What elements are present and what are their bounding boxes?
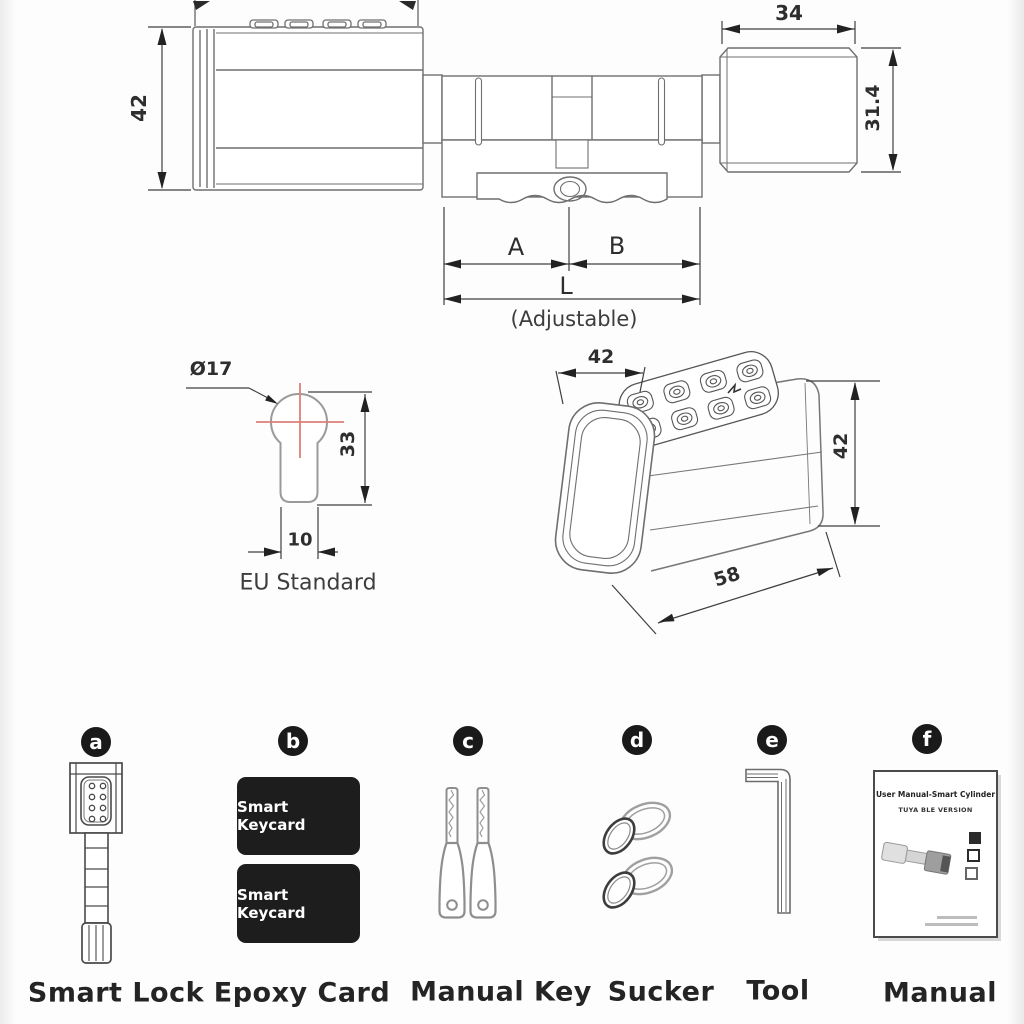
dim-body-height: 42 <box>127 94 151 122</box>
red-crosshair <box>256 383 344 458</box>
manual-booklet <box>873 770 998 938</box>
eu-profile-drawing <box>186 383 372 559</box>
badge-c: c <box>453 726 483 756</box>
manual-cover-art <box>881 830 961 878</box>
dim-profile-diameter: Ø17 <box>189 358 233 380</box>
badge-a: a <box>81 727 111 757</box>
badge-b: b <box>278 726 308 756</box>
segment-a-label: A <box>507 233 525 261</box>
part-label-tool: Tool <box>746 975 810 1007</box>
part-label-sucker: Sucker <box>607 976 715 1008</box>
manual-footer-line <box>925 923 978 926</box>
adjustable-note: (Adjustable) <box>510 307 638 331</box>
dim-iso-length: 58 <box>711 562 743 592</box>
badge-f: f <box>912 724 942 754</box>
dim-iso-height: 42 <box>830 432 852 460</box>
manual-cover-icon <box>965 867 978 880</box>
part-label-manual: Manual <box>882 977 998 1009</box>
segment-b-label: B <box>608 232 626 260</box>
dim-profile-height: 33 <box>337 430 359 458</box>
manual-key-drawing <box>440 788 496 918</box>
top-view-drawing <box>193 0 857 203</box>
manual-title: User Manual-Smart Cylinder <box>875 790 996 799</box>
manual-cover-icon <box>967 849 980 862</box>
part-label-smart-lock: Smart Lock <box>27 977 205 1009</box>
dim-iso-width: 42 <box>587 346 615 368</box>
dim-knob-width: 34 <box>775 1 803 25</box>
smart-keycard-1: Smart Keycard <box>237 777 360 855</box>
badge-d: d <box>622 725 652 755</box>
tool-drawing <box>746 770 790 914</box>
smart-lock-drawing <box>70 763 122 963</box>
part-label-manual-key: Manual Key <box>410 976 592 1008</box>
part-label-epoxy-card: Epoxy Card <box>213 977 391 1009</box>
eu-standard-caption: EU Standard <box>239 570 377 596</box>
manual-cover-icon <box>969 832 981 844</box>
dim-knob-height: 31.4 <box>862 84 884 132</box>
sucker-drawing <box>597 796 677 913</box>
smart-keycard-2: Smart Keycard <box>237 864 360 943</box>
iso-view-drawing <box>552 347 823 577</box>
badge-e: e <box>757 725 787 755</box>
manual-footer-line <box>937 916 977 919</box>
total-length-label: L <box>559 272 573 300</box>
manual-subtitle: TUYA BLE VERSION <box>898 806 973 814</box>
dim-profile-width: 10 <box>287 529 313 551</box>
